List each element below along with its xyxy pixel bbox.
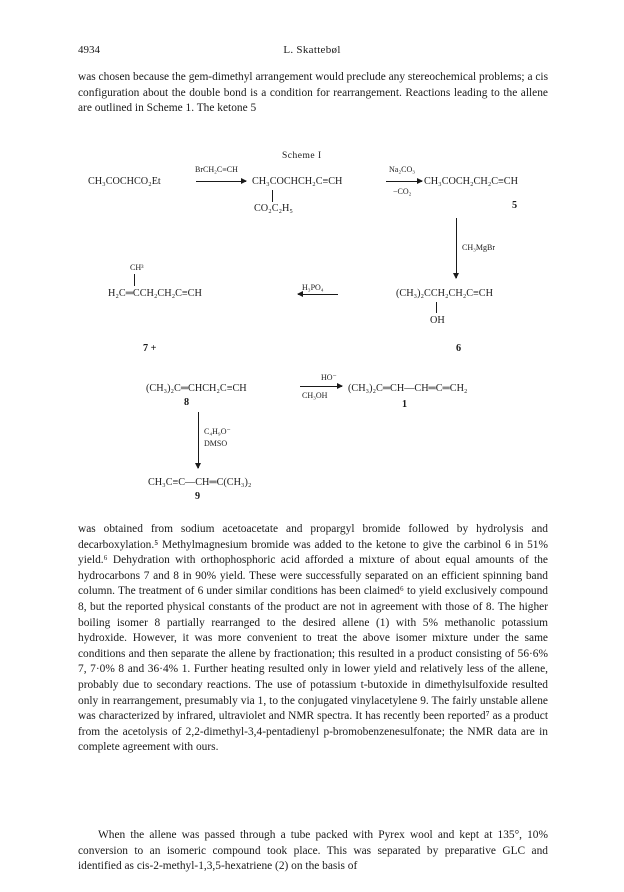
reaction-arrow-2 bbox=[386, 181, 422, 182]
decarboxylation-note: −CO₂ bbox=[393, 187, 412, 196]
scheme-title: Scheme I bbox=[282, 151, 322, 161]
grignard-arrow bbox=[456, 218, 457, 278]
page-number: 4934 bbox=[78, 44, 100, 56]
paragraph-synthesis: was obtained from sodium acetoacetate and propargyl bromide followed by hydrolysis and decarboxylation.⁵ Methylmagnesium bromide was added to the ketone to give the carbinol 6 in 51% yield.⁶ Dehydration with orthophosphoric acid afforded a mixture of about equal amounts of the hydrocarbons 7 and 8 in 90% yield. These were successfully separated on an efficient spinning band column. The treatment of 6 under similar conditions has been claimed⁶ to yield exclusively compound 8, but the reported physical constants of the product are not in agreement with those of 8. The higher boiling isomer 8 partially rearranged to the desired allene (1) with 5% methanolic potassium hydroxide. However, it was more convenient to treat the above isomer mixture under the same conditions and then separate the allene by fractionation; this resulted in a product consisting of 56·6% 7, 7·0% 8 and 36·4% 1. Further heating resulted only in lower yield and relatively less of the allene, probably due to secondary reactions. The use of potassium t-butoxide in dimethylsulfoxide resulted only in rearrangement, presumably via 1, to the conjugated vinylacetylene 9. The fairly unstable allene was characterized by infrared, ultraviolet and NMR spectra. It has recently been reported⁷ as a product from the acetolysis of 2,2-dimethyl-3,4-pentadienyl p-bromobenzenesulfonate; the NMR data are in complete agreement with ours. bbox=[78, 523, 548, 754]
compound-7: H₂C═CCH₂CH₂C≡CH bbox=[108, 288, 202, 299]
phosphoric-acid-reagent: H₃PO₄ bbox=[302, 283, 324, 292]
hydroxyl-bond bbox=[436, 302, 437, 313]
label-5: 5 bbox=[512, 200, 518, 211]
vinylacetylene-9: CH₃C≡C—CH═C(CH₃)₂ bbox=[148, 477, 252, 488]
carbonate-reagent: Na₂CO₃ bbox=[389, 165, 416, 174]
dmso-solvent: DMSO bbox=[204, 439, 228, 448]
carbinol-6: (CH₃)₂CCH₂CH₂C≡CH bbox=[396, 288, 493, 299]
alkylated-ester-compound: CH₃COCHCH₂C≡CH bbox=[252, 176, 343, 187]
allene-1: (CH₃)₂C═CH—CH═C═CH₂ bbox=[348, 383, 468, 394]
label-6: 6 bbox=[456, 343, 462, 354]
methanol-solvent: CH₃OH bbox=[302, 391, 328, 400]
acetoacetate-compound: CH₃COCHCO₂Et bbox=[88, 176, 161, 187]
methyl-bond-7 bbox=[134, 274, 135, 286]
label-8: 8 bbox=[184, 397, 190, 408]
butoxide-reagent: C₄H₉O⁻ bbox=[204, 427, 231, 436]
reaction-arrow-1 bbox=[196, 181, 246, 182]
hydroxide-reagent: HO⁻ bbox=[321, 373, 337, 382]
ketone-5: CH₃COCH₂CH₂C≡CH bbox=[424, 176, 518, 187]
propargyl-bromide-reagent: BrCH₂C≡CH bbox=[195, 165, 238, 174]
compound-8: (CH₃)₂C═CHCH₂C≡CH bbox=[146, 383, 247, 394]
label-1: 1 bbox=[402, 399, 408, 410]
grignard-reagent: CH₃MgBr bbox=[462, 243, 496, 252]
label-9: 9 bbox=[195, 491, 201, 502]
methyl-group-7: CH³ bbox=[130, 263, 144, 272]
isomerization-arrow bbox=[300, 386, 342, 387]
ester-substituent: CO₂C₂H₅ bbox=[254, 203, 293, 214]
paragraph-pyrolysis: When the allene was passed through a tube packed with Pyrex wool and kept at 135°, 10% conversion to an isomeric compound took place. This was separated by preparative GLC and identified as cis-2-methyl-1,3,5-hexatriene (2) on the basis of bbox=[78, 829, 548, 873]
butoxide-arrow bbox=[198, 412, 199, 468]
hydroxyl-group: OH bbox=[430, 315, 445, 326]
dehydration-arrow bbox=[298, 294, 338, 295]
paragraph-intro: was chosen because the gem-dimethyl arrangement would preclude any stereochemical problems; a cis configuration about the double bond is a condition for rearrangement. Reactions leading to the allene are outlined in Scheme 1. The ketone 5 bbox=[78, 71, 549, 115]
label-7: 7 + bbox=[143, 343, 157, 354]
running-head: L. Skattebøl bbox=[283, 44, 341, 56]
ester-bond bbox=[272, 190, 273, 202]
